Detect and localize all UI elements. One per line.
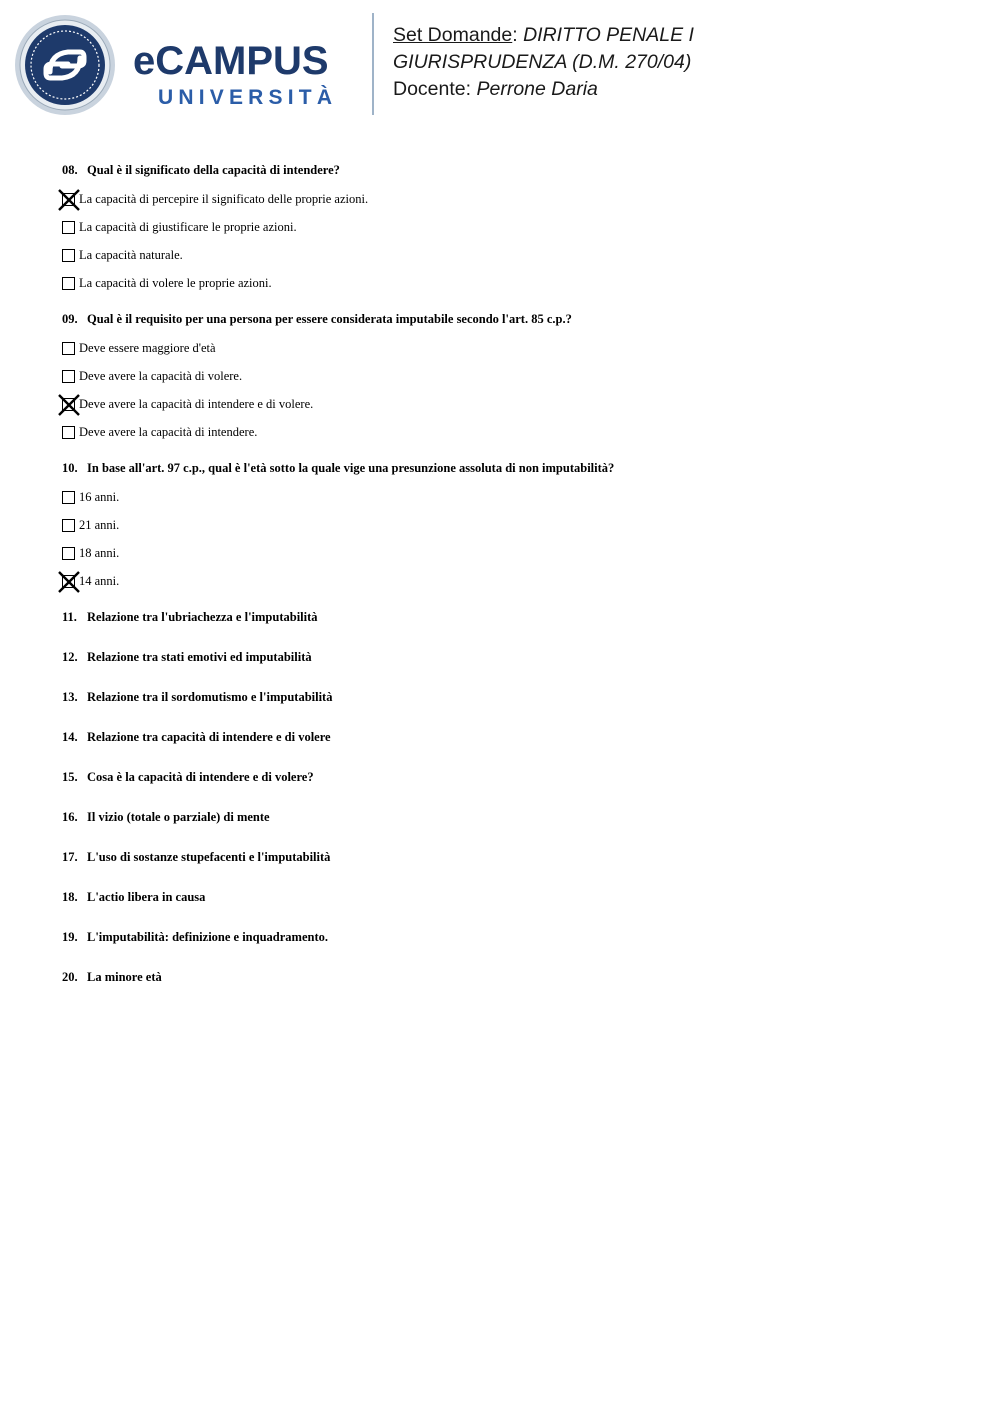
answer-checkbox[interactable]: [62, 398, 75, 411]
open-question-item: [62, 809, 962, 849]
teacher-label: Docente:: [393, 78, 472, 100]
question-item: [62, 162, 962, 297]
question-title: [62, 162, 962, 179]
question-title: [62, 889, 962, 906]
answer-option[interactable]: [62, 334, 962, 362]
question-number: 20.: [62, 970, 78, 984]
open-question-item: [62, 689, 962, 729]
svg-text:eCAMPUS: eCAMPUS: [133, 40, 329, 80]
question-text: L'imputabilità: definizione e inquadramento.: [87, 930, 328, 944]
question-list: [62, 162, 962, 1009]
page-header: [0, 0, 1000, 130]
header-divider: [372, 13, 374, 115]
answer-text: La capacità naturale.: [79, 248, 183, 262]
question-text: Relazione tra il sordomutismo e l'imputabilità: [87, 690, 333, 704]
answer-option[interactable]: [62, 483, 962, 511]
answer-text: 14 anni.: [79, 574, 120, 588]
answer-checkbox[interactable]: [62, 249, 75, 262]
open-question-item: [62, 649, 962, 689]
checkmark-x-icon: [57, 188, 81, 212]
question-number: 17.: [62, 850, 78, 864]
set-label: Set Domande: [393, 24, 513, 46]
answer-text: La capacità di volere le proprie azioni.: [79, 276, 272, 290]
question-text: La minore età: [87, 970, 162, 984]
question-item: [62, 311, 962, 446]
question-text: Relazione tra stati emotivi ed imputabilità: [87, 650, 312, 664]
question-text: Il vizio (totale o parziale) di mente: [87, 810, 270, 824]
answer-checkbox[interactable]: [62, 277, 75, 290]
answer-checkbox[interactable]: [62, 221, 75, 234]
answer-text: Deve essere maggiore d'età: [79, 341, 216, 355]
question-title: [62, 769, 962, 786]
question-text: L'actio libera in causa: [87, 890, 206, 904]
answer-checkbox[interactable]: [62, 519, 75, 532]
answer-option[interactable]: [62, 362, 962, 390]
answer-text: Deve avere la capacità di volere.: [79, 369, 243, 383]
question-title: [62, 649, 962, 666]
question-number: 15.: [62, 770, 78, 784]
answer-checkbox[interactable]: [62, 491, 75, 504]
question-title: [62, 969, 962, 986]
answer-checkbox[interactable]: [62, 370, 75, 383]
question-text: Qual è il significato della capacità di intendere?: [87, 163, 340, 177]
answer-option[interactable]: [62, 567, 962, 595]
answer-option[interactable]: [62, 241, 962, 269]
answer-checkbox[interactable]: [62, 547, 75, 560]
question-number: 13.: [62, 690, 78, 704]
checkmark-x-icon: [57, 570, 81, 594]
question-text: In base all'art. 97 c.p., qual è l'età sotto la quale vige una presunzione assoluta di non imputabilità?: [87, 461, 615, 475]
open-question-item: [62, 769, 962, 809]
answer-checkbox[interactable]: [62, 575, 75, 588]
set-separator: :: [512, 24, 518, 46]
open-question-item: [62, 889, 962, 929]
answer-checkbox[interactable]: [62, 426, 75, 439]
question-number: 11.: [62, 610, 77, 624]
answer-text: Deve avere la capacità di intendere.: [79, 425, 258, 439]
question-number: 18.: [62, 890, 78, 904]
logo-subtitle: UNIVERSITÀ: [158, 86, 338, 109]
question-title: [62, 929, 962, 946]
question-number: 16.: [62, 810, 78, 824]
question-title: [62, 689, 962, 706]
question-number: 12.: [62, 650, 78, 664]
question-text: L'uso di sostanze stupefacenti e l'imputabilità: [87, 850, 331, 864]
teacher-name: Perrone Daria: [476, 78, 598, 100]
answer-checkbox[interactable]: [62, 193, 75, 206]
university-seal-logo: [14, 14, 116, 116]
question-title: [62, 460, 962, 477]
answer-text: 18 anni.: [79, 546, 120, 560]
degree-name: GIURISPRUDENZA (D.M. 270/04): [393, 51, 692, 73]
answer-option[interactable]: [62, 390, 962, 418]
ecampus-wordmark-logo: [133, 40, 358, 80]
question-title: [62, 609, 962, 626]
question-title: [62, 849, 962, 866]
open-question-item: [62, 849, 962, 889]
question-text: Relazione tra capacità di intendere e di volere: [87, 730, 331, 744]
answer-option[interactable]: [62, 269, 962, 297]
question-number: 08.: [62, 163, 78, 177]
question-title: [62, 311, 962, 328]
header-info: [393, 22, 694, 103]
answer-option[interactable]: [62, 539, 962, 567]
question-number: 14.: [62, 730, 78, 744]
answer-text: 16 anni.: [79, 490, 120, 504]
course-name: DIRITTO PENALE I: [523, 24, 694, 46]
question-text: Qual è il requisito per una persona per essere considerata imputabile secondo l'art. 85 c.p.?: [87, 312, 572, 326]
answer-checkbox[interactable]: [62, 342, 75, 355]
answer-option[interactable]: [62, 418, 962, 446]
open-question-item: [62, 929, 962, 969]
question-text: Cosa è la capacità di intendere e di volere?: [87, 770, 314, 784]
answer-text: La capacità di giustificare le proprie azioni.: [79, 220, 297, 234]
checkmark-x-icon: [57, 393, 81, 417]
question-title: [62, 809, 962, 826]
answer-text: Deve avere la capacità di intendere e di volere.: [79, 397, 314, 411]
question-text: Relazione tra l'ubriachezza e l'imputabilità: [87, 610, 318, 624]
answer-option[interactable]: [62, 213, 962, 241]
answer-option[interactable]: [62, 511, 962, 539]
question-number: 19.: [62, 930, 78, 944]
open-question-item: [62, 729, 962, 769]
question-item: [62, 460, 962, 595]
open-question-item: [62, 609, 962, 649]
question-number: 10.: [62, 461, 78, 475]
answer-text: 21 anni.: [79, 518, 120, 532]
answer-option[interactable]: [62, 185, 962, 213]
open-question-item: [62, 969, 962, 1009]
answer-text: La capacità di percepire il significato delle proprie azioni.: [79, 192, 369, 206]
question-title: [62, 729, 962, 746]
question-number: 09.: [62, 312, 78, 326]
